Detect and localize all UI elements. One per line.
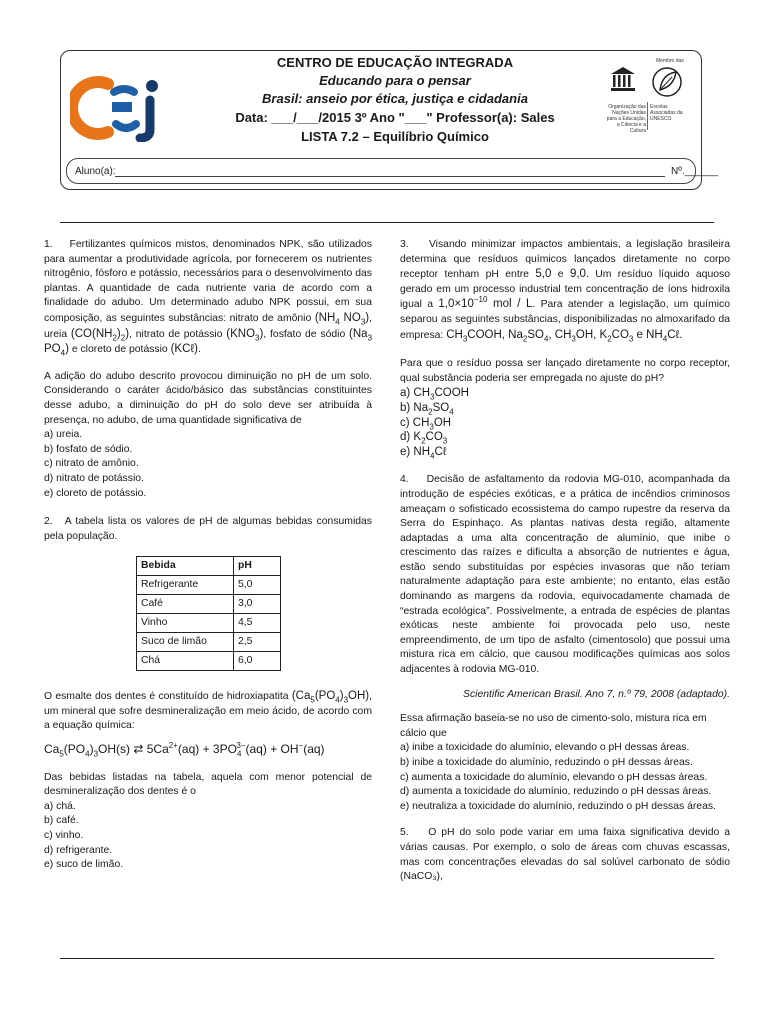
question-number: 1. bbox=[44, 239, 53, 250]
q1-text-e: e cloreto de potássio bbox=[71, 344, 168, 356]
substance-list: $CH_3COOH$, $Na_2SO_4$, $CH_3OH$, $K_2CO_3$ e $NH_4C\ell$. bbox=[446, 328, 683, 343]
q2-intro: A tabela lista os valores de pH de algumas bebidas consumidas pela população. bbox=[44, 516, 373, 542]
table-header: Bebida bbox=[137, 557, 234, 576]
q3-text-b: . Um resíduo líquido aquoso gerado em um processo industrial tem concentração de íons hidroxila igual a bbox=[400, 269, 730, 311]
q2-text-a: O esmalte dos dentes é constituído de hidroxiapatita bbox=[44, 691, 289, 703]
motto-1: Educando para o pensar bbox=[319, 73, 471, 88]
option[interactable]: d) aumenta a toxicidade do alumínio, reduzindo o pH dessas áreas. bbox=[400, 786, 712, 798]
option[interactable]: d) nitrato de potássio. bbox=[44, 472, 144, 484]
chemical-equation: $Ca_5(PO_4)_3OH(s)$ ⇄ $5Ca^{2+}(aq) + 3PO_4^{3-}(aq) + OH^-(aq)$ bbox=[44, 741, 325, 759]
ph-min-value: 5,0 bbox=[535, 268, 552, 281]
option[interactable]: e) cloreto de potássio. bbox=[44, 487, 147, 499]
table-row bbox=[137, 614, 281, 633]
student-name-line[interactable] bbox=[115, 176, 665, 177]
unesco-badge bbox=[604, 56, 700, 134]
q4-options bbox=[400, 741, 730, 814]
question-number: 4. bbox=[400, 474, 409, 486]
formula-potassium-nitrate: $(KNO_3)$ bbox=[226, 327, 264, 342]
unesco-org-text: Organização das Nações Unidas para a Educação, a Ciência e a Cultura bbox=[606, 104, 646, 134]
q2-paragraph bbox=[44, 689, 372, 734]
question-4 bbox=[400, 473, 730, 677]
option[interactable]: a) chá. bbox=[44, 800, 76, 812]
table-row bbox=[137, 595, 281, 614]
bottom-divider bbox=[60, 958, 714, 959]
number-label: Nº.______ bbox=[671, 166, 719, 177]
table-row bbox=[137, 652, 281, 671]
option[interactable]: e) suco de limão. bbox=[44, 859, 124, 871]
ph-max-value: 9,0 bbox=[569, 268, 586, 281]
table-row bbox=[137, 576, 281, 595]
q1-options bbox=[44, 428, 372, 501]
table-cell: Vinho bbox=[137, 614, 234, 633]
student-label: Aluno(a): bbox=[75, 166, 116, 177]
q1-text-d: , fosfato de sódio bbox=[263, 328, 346, 340]
q1-text-b: , ureia bbox=[44, 312, 372, 340]
question-2 bbox=[44, 515, 372, 544]
option[interactable]: e) $NH_4C\ell$ bbox=[400, 445, 447, 461]
q1-stem: A adição do adubo descrito provocou diminuição no pH de um solo. Considerando o caráter ácido/básico das substâncias constituintes desse adubo, a diminuição do pH do solo deve ser atribuída à presença, no adubo, de uma quantidade significativa de bbox=[44, 370, 372, 426]
top-divider bbox=[60, 222, 714, 223]
unesco-divider bbox=[647, 102, 648, 130]
question-5 bbox=[400, 826, 730, 884]
question-number: 2. bbox=[44, 516, 53, 528]
option[interactable]: b) $Na_2SO_4$ bbox=[400, 401, 454, 417]
q4-source: Scientific American Brasil. Ano 7, n.º 79, 2008 (adaptado). bbox=[463, 688, 730, 700]
unesco-member-label: Membro das bbox=[656, 58, 684, 64]
q1-text-f: . bbox=[197, 344, 201, 356]
list-title: LISTA 7.2 – Equilíbrio Químico bbox=[301, 129, 489, 144]
q3-text-a: Visando minimizar impactos ambientais, a legislação brasileira determina que resíduos químicos lançados diretamente no corpo receptor tenham pH entre bbox=[400, 239, 730, 281]
option[interactable]: d) refrigerante. bbox=[44, 844, 113, 856]
option[interactable]: e) neutraliza a toxicidade do alumínio, reduzindo o pH dessas áreas. bbox=[400, 800, 716, 812]
table-cell: Suco de limão bbox=[137, 633, 234, 652]
table-header: pH bbox=[234, 557, 281, 576]
unesco-schools-text: Escolas Associadas da UNESCO bbox=[650, 104, 683, 122]
formula-urea: $(CO(NH_2)_2)$ bbox=[70, 327, 130, 342]
table-cell: 4,5 bbox=[234, 614, 281, 633]
table-header-row bbox=[137, 557, 281, 576]
formula-ammonium-nitrate: ($NH_4$ $NO_3$) bbox=[314, 311, 370, 327]
student-field-box bbox=[66, 158, 719, 184]
question-1 bbox=[44, 238, 372, 358]
table-cell: Refrigerante bbox=[137, 576, 234, 595]
question-3 bbox=[400, 238, 730, 343]
table-cell: 5,0 bbox=[234, 576, 281, 595]
table-cell: 6,0 bbox=[234, 652, 281, 671]
motto-2: Brasil: anseio por ética, justiça e cidadania bbox=[262, 91, 528, 106]
q1-text-c: , nitrato de potássio bbox=[129, 328, 223, 340]
institution-name: CENTRO DE EDUCAÇÃO INTEGRADA bbox=[276, 55, 514, 70]
right-column bbox=[400, 238, 730, 897]
formula-hydroxyapatite: $(Ca_5(PO_4)_3OH)$ bbox=[291, 690, 370, 705]
left-column bbox=[44, 238, 372, 883]
table-cell: Chá bbox=[137, 652, 234, 671]
option[interactable]: c) nitrato de amônio. bbox=[44, 458, 139, 470]
option[interactable]: a) $CH_3COOH$ bbox=[400, 387, 469, 402]
table-cell: 2,5 bbox=[234, 633, 281, 652]
aspnet-leaf-icon bbox=[648, 60, 686, 104]
date-line: Data: ___/___/2015 3º Ano "___" Professor(a): Sales bbox=[235, 110, 555, 125]
q5-text: O pH do solo pode variar em uma faixa significativa devido a várias causas. Por exemplo, o solo de áreas com chuvas escassas, mas com concentrações elevadas do sal solúvel carbonato de sódio (NaCO₃), bbox=[400, 827, 730, 883]
option[interactable]: b) fosfato de sódio. bbox=[44, 443, 133, 455]
q2-text-b: , um mineral que sofre desmineralização em meio ácido, de acordo com a equação química: bbox=[44, 691, 372, 732]
table-cell: 3,0 bbox=[234, 595, 281, 614]
q3-options bbox=[400, 386, 730, 459]
option[interactable]: b) café. bbox=[44, 815, 79, 827]
q2-stem: Das bebidas listadas na tabela, aquela com menor potencial de desmineralização dos dentes é o bbox=[44, 771, 372, 798]
option[interactable]: a) inibe a toxicidade do alumínio, elevando o pH dessas áreas. bbox=[400, 742, 690, 754]
option[interactable]: c) aumenta a toxicidade do alumínio, elevando o pH dessas áreas. bbox=[400, 771, 708, 783]
hydroxyl-concentration: $1,0\times 10^{-10}$ mol / L bbox=[438, 295, 533, 311]
q1-text-a: Fertilizantes químicos mistos, denominados NPK, são utilizados para aumentar a produtividade agrícola, por fornecerem os nutrientes nitrogênio, fósforo e potássio, necessários para o desenvolvimento das plantas. A quantidade de cada nutriente varia de acordo com a finalidade do adubo. Um determinado adubo NPK possui, em sua composição, as seguintes substâncias: nitrato de amônio bbox=[44, 239, 372, 324]
option[interactable]: c) vinho. bbox=[44, 830, 84, 842]
ph-table bbox=[136, 556, 281, 671]
table-cell: Café bbox=[137, 595, 234, 614]
table-row bbox=[137, 633, 281, 652]
q4-stem: Essa afirmação baseia-se no uso de cimento-solo, mistura rica em cálcio que bbox=[400, 713, 707, 739]
option[interactable]: d) $K_2CO_3$ bbox=[400, 431, 448, 446]
question-number: 5. bbox=[400, 827, 409, 839]
unesco-temple-icon bbox=[608, 64, 638, 94]
formula-potassium-chloride: (KCℓ) bbox=[170, 343, 198, 356]
option[interactable]: c) $CH_3OH$ bbox=[400, 416, 452, 431]
formula-sodium-phosphate: ($Na_3$ $PO_4$) bbox=[44, 327, 373, 358]
school-logo bbox=[70, 72, 170, 142]
q3-stem: Para que o resíduo possa ser lançado diretamente no corpo receptor, qual substância poderia ser empregada no ajuste do pH? bbox=[400, 358, 730, 384]
q2-options bbox=[44, 800, 372, 873]
q3-text-and: e bbox=[557, 269, 564, 281]
q3-text-c: . Para atender a legislação, um químico separou as seguintes substâncias, disponibilizadas no almoxarifado da empresa: bbox=[400, 299, 731, 341]
header-text bbox=[190, 54, 600, 146]
q4-text: Decisão de asfaltamento da rodovia MG-010, acompanhada da introdução de espécies exóticas, e a prática de incêndios criminosos ameaçam o sofisticado ecossistema do campo rupestre da reserva da Serra do Espinhaço. As plantas nativas desta região, altamente adaptadas a uma alta concentração de alumínio, que inibe o crescimento das raízes e dificulta a absorção de nutrientes e água, estão sendo substituídas por espécies invasoras que não teriam naturalmente adaptação para este ambiente; no entanto, elas estão dominando as margens da rodovia, equivocadamente chamada de “estrada ecológica”. Possivelmente, a entrada de espécies de plantas exóticas neste ambiente foi provocada pelo uso, neste empreendimento, de um tipo de asfalto (cimentosolo) que possui uma mistura rica em cálcio, que causou modificações químicas aos solos adjacentes à rodovia MG-010. bbox=[400, 474, 730, 676]
question-number: 3. bbox=[400, 239, 409, 250]
option[interactable]: a) ureia. bbox=[44, 429, 83, 441]
option[interactable]: b) inibe a toxicidade do alumínio, reduzindo o pH dessas áreas. bbox=[400, 757, 693, 768]
